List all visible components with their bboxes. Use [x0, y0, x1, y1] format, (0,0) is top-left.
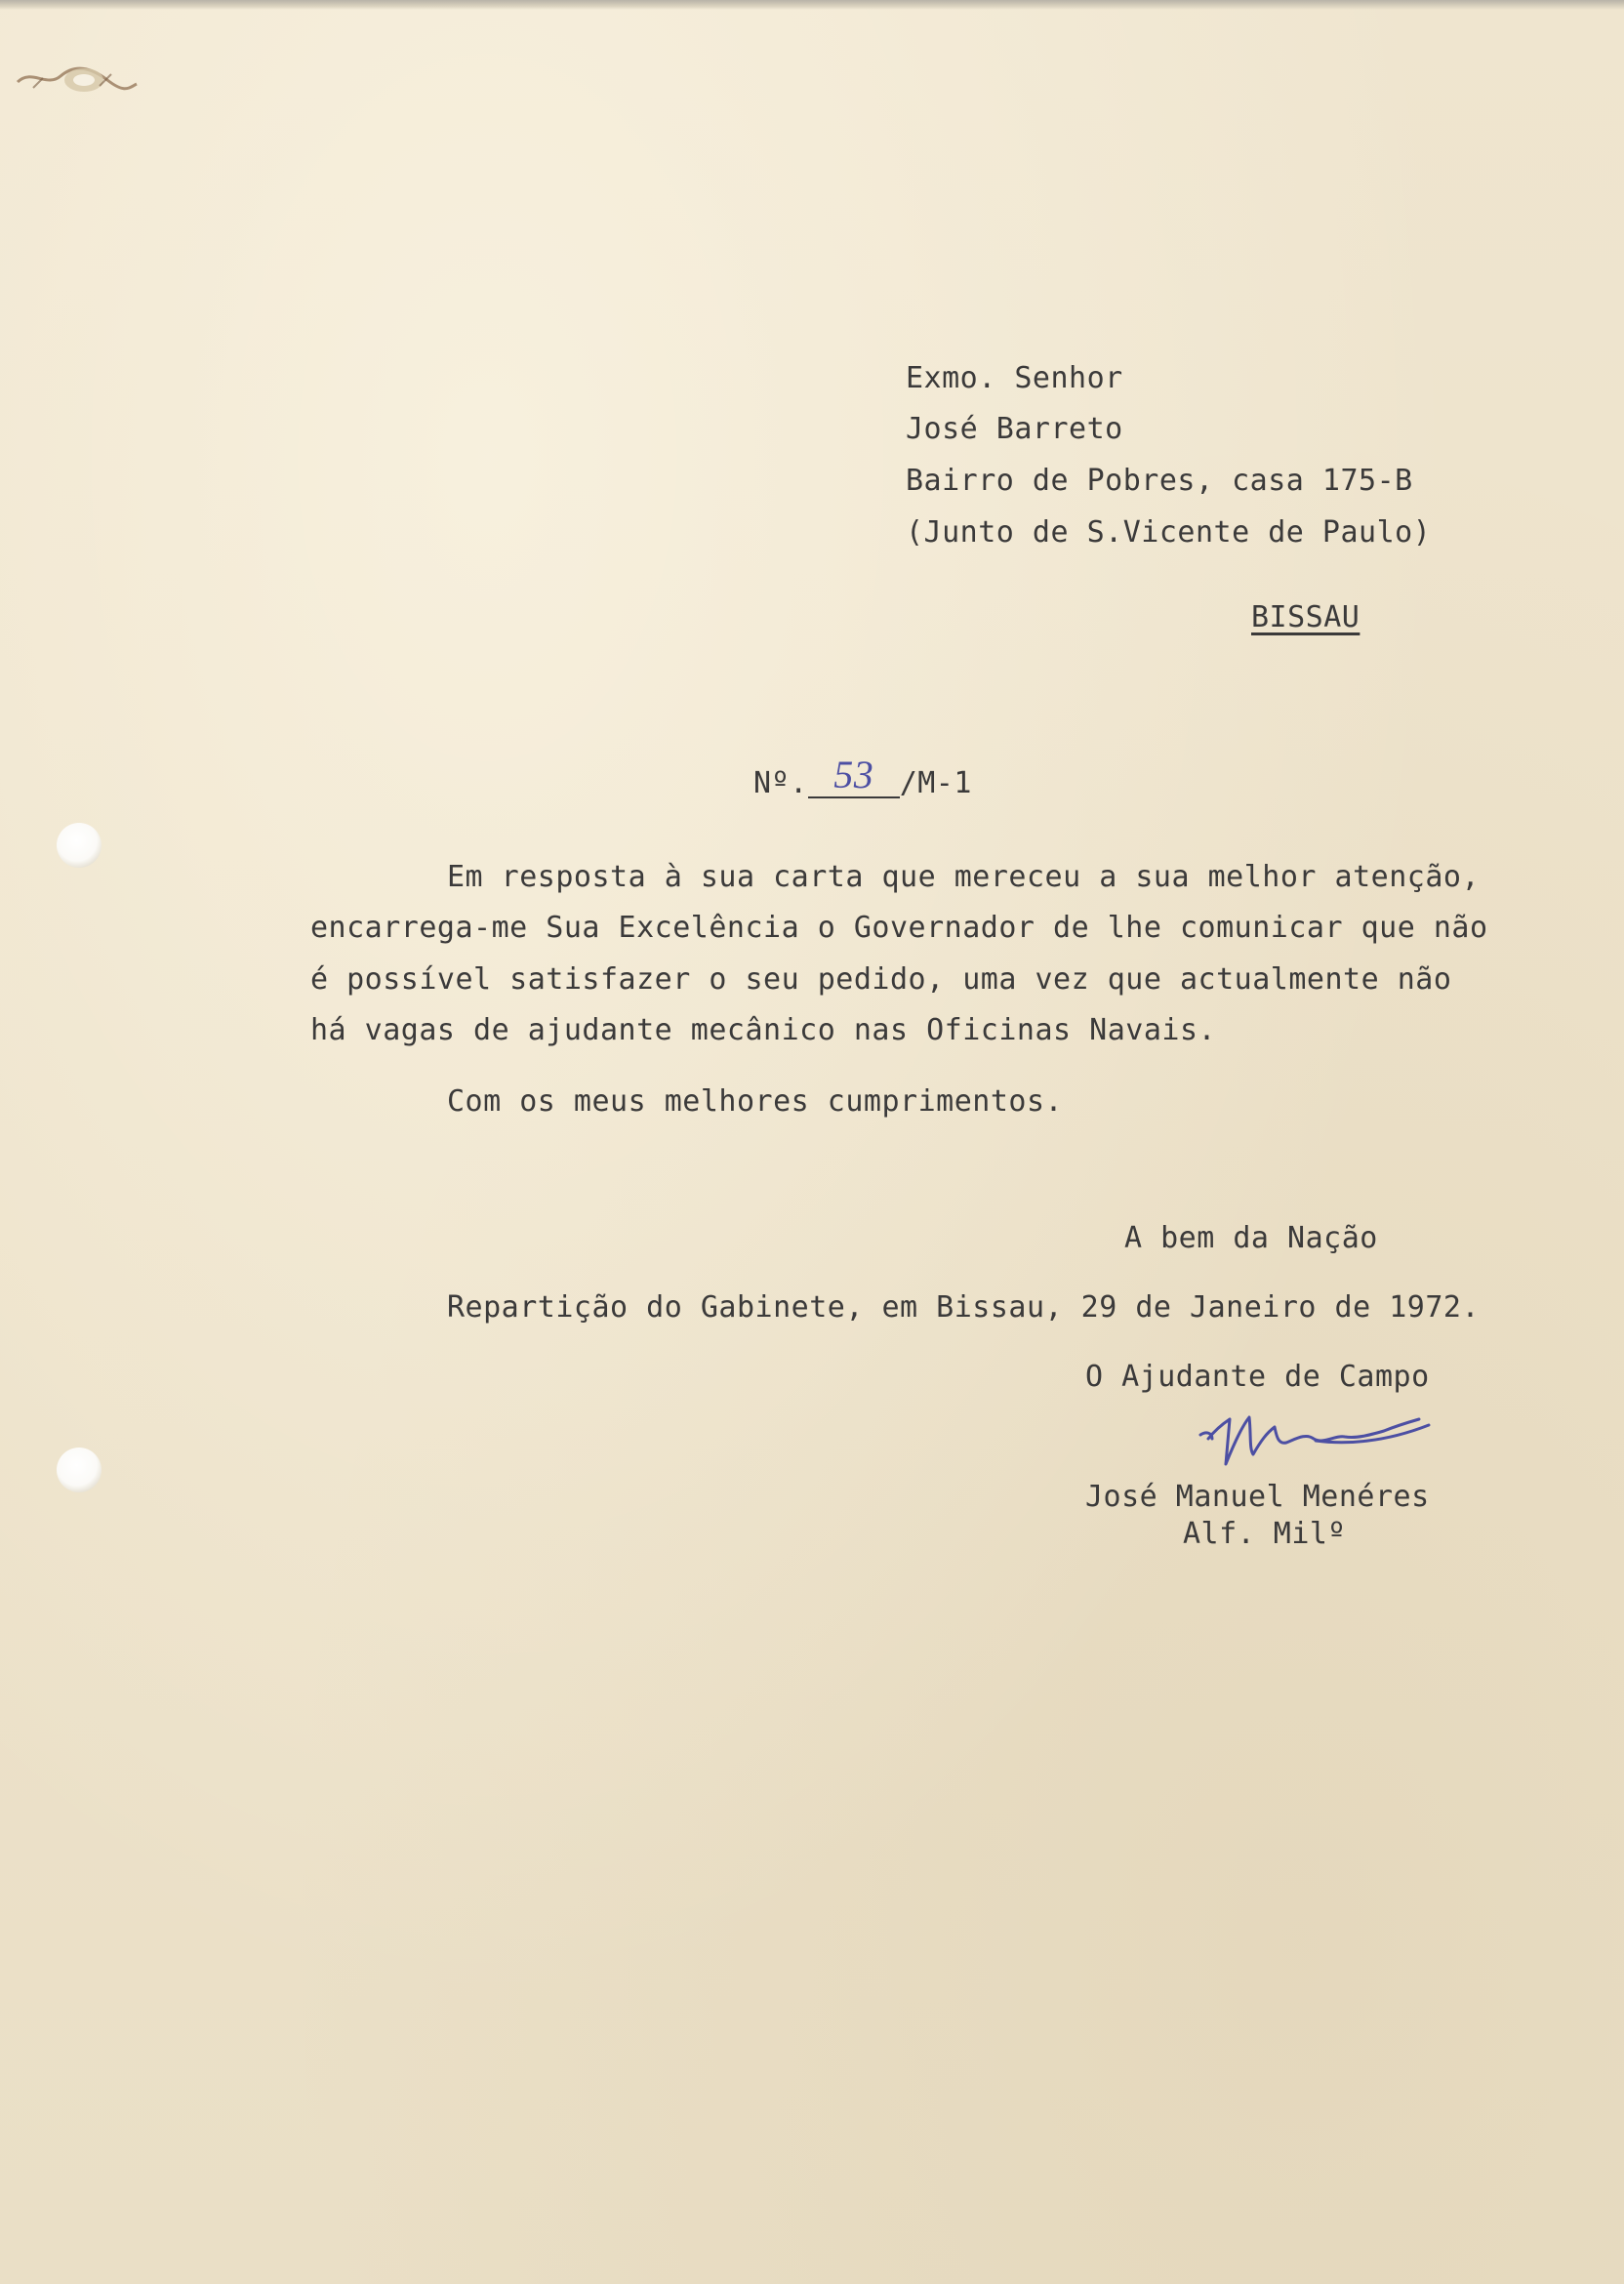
recipient-name: José Barreto	[906, 412, 1123, 446]
recipient-city: BISSAU	[1251, 600, 1360, 634]
rust-stain	[14, 59, 141, 102]
page-top-edge	[0, 0, 1624, 10]
reference-number-field	[808, 753, 900, 798]
signatory-role: O Ajudante de Campo	[1085, 1360, 1430, 1394]
punch-hole-bottom	[57, 1448, 102, 1492]
recipient-salutation: Exmo. Senhor	[906, 361, 1123, 395]
punch-hole-top	[57, 823, 102, 868]
reference-prefix: Nº.	[753, 766, 808, 800]
recipient-address-note: (Junto de S.Vicente de Paulo)	[906, 515, 1432, 550]
place-date: Repartição do Gabinete, em Bissau, 29 de Janeiro de 1972.	[447, 1290, 1481, 1325]
body-line-1: Em resposta à sua carta que mereceu a sua melhor atenção,	[447, 860, 1481, 894]
motto: A bem da Nação	[1124, 1221, 1378, 1255]
body-line-2: encarrega-me Sua Excelência o Governador de lhe comunicar que não	[310, 911, 1488, 945]
body-closing: Com os meus melhores cumprimentos.	[447, 1084, 1064, 1119]
body-line-4: há vagas de ajudante mecânico nas Oficinas Navais.	[310, 1013, 1217, 1047]
signatory-rank: Alf. Milº	[1183, 1517, 1347, 1551]
reference-suffix: /M-1	[899, 766, 972, 800]
handwritten-signature	[1198, 1406, 1433, 1484]
signatory-name: José Manuel Menéres	[1085, 1480, 1430, 1514]
reference-number	[753, 753, 972, 800]
recipient-address: Bairro de Pobres, casa 175-B	[906, 464, 1413, 498]
reference-handwritten-number: 53	[833, 753, 874, 796]
body-line-3: é possível satisfazer o seu pedido, uma vez que actualmente não	[310, 962, 1452, 997]
